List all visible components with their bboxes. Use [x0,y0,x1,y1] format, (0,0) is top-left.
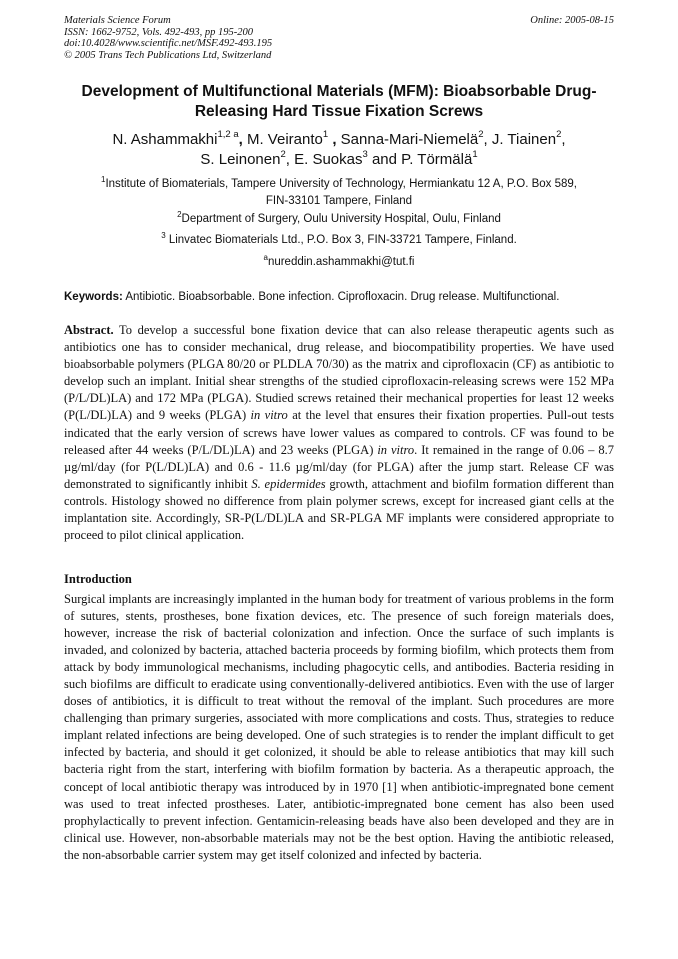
author-affiliation-mark: 1 [472,149,478,160]
author-affiliation-mark: 2 [478,129,484,140]
affiliation-2 [56,211,622,228]
title-line-1: Development of Multifunctional Materials (MFM): Bioabsorbable Drug- [81,83,597,100]
online-date: Online: 2005-08-15 [530,15,614,26]
email-address: nureddin.ashammakhi@tut.fi [267,256,415,268]
author-affiliation-mark: 1,2 a [217,129,239,140]
affiliation-text: Department of Surgery, Oulu University Hospital, Oulu, Finland [181,213,501,225]
abstract-text: . It remained in the range of 0.06 – 8.7 µg/ml/day (for P(L/DL)LA) and 0.6 - 11.6 µg/ml/day (for PLGA) after the jump start. Release CF was demonstrated to significantly inhibit [64,442,614,491]
keywords [64,290,616,305]
abstract-text: at the level that ensures their fixation properties. Pull-out tests indicated that the early version of screws have lower values as compared to controls. CF was found to be released after 44 weeks (P/L/DL)LA) and 23 weeks (PLGA) [64,408,614,457]
author-conjunction: and [371,151,397,168]
abstract-italic: in vitro [377,442,415,457]
author-name: J. Tiainen [491,131,557,148]
author-name: P. Törmälä [401,151,473,168]
author-list [56,130,622,170]
introduction-text: Surgical implants are increasingly implanted in the human body for treatment of various problems in the form of sutures, stents, prostheses, bone fixation devices, etc. The presence of such foreign materials does, however, increase the risk of bacterial colonization and infection. Once the surface of such implants is invaded, and colonized by bacteria, attached bacteria proceeds by forming biofilm, which protects them from attack by body immunological mechanisms, including phagocytic cells, and antibodies. Bacteria residing in such biofilms are difficult to eradicate using conventionally-delivered antibiotics. Even with the use of larger doses of antibiotics, it is difficult to treat without the removal of the implant. Such procedures are more challenging than primary surgeries, associated with more complications and costs. Thus, strategies to reduce implant related infections are being developed. One of such strategies is to render the implant difficult to get infected by bacteria, and should it get colonized, it should be able to release antibiotics that may kill such bacteria right from the start, interfering with biofilm formation by bacteria. As a therapeutic approach, the concept of local antibiotic therapy was introduced by in 1970 [1] when antibiotic-impregnated bone cement was used to treat infected prostheses. Later, antibiotic-impregnated bone cement has also been used prophylactically to prevent infection. Gentamicin-releasing beads have also been developed and they are in clinical use. However, non-absorbable materials may not be the best option. Having the antibiotic released, the non-absorbable carrier system may get itself colonized and infected by bacteria. [64,592,614,862]
doi-line: doi:10.4028/www.scientific.net/MSF.492-493.195 [64,38,273,50]
paper-title [56,82,622,121]
affiliation-1 [56,176,622,210]
email-mark: a [263,253,268,263]
corresponding-email [56,254,622,271]
affiliation-mark: 1 [101,175,106,185]
abstract-text: growth, attachment and biofilm formation different than controls. Histology showed no difference from plain polymer screws, except for increased giant cells at the implantation site. Accordingly, SR-P(L/DL)LA and SR-PLGA MF implants were considered appropriate to proceed to pilot clinical application. [64,476,614,543]
author-line-2: S. Leinonen$^2$, E. Suokas$^3$ and P. Törmälä$^1$ [200,149,478,168]
copyright-line: © 2005 Trans Tech Publications Ltd, Switzerland [64,49,272,61]
author-name: N. Ashammakhi [112,131,218,148]
affiliation-text: Linvatec Biomaterials Ltd., P.O. Box 3, FIN-33721 Tampere, Finland. [165,234,517,246]
affiliation-mark: 2 [177,210,182,220]
author-name: E. Suokas [294,151,363,168]
author-affiliation-mark: 1 [322,129,329,140]
author-line-1: N. Ashammakhi$^{1,2 a}$, M. Veiranto$^1$ , Sanna-Mari-Niemelä$^2$, J. Tiainen$^2$, [112,129,566,148]
journal-name: Materials Science Forum [64,15,171,26]
author-affiliation-mark: 2 [556,129,562,140]
author-affiliation-mark: 2 [280,149,286,160]
author-name: M. Veiranto [246,131,323,148]
affiliation-mark: 3 [161,231,166,241]
keywords-label: Keywords: [64,291,123,303]
journal-header [64,15,272,61]
affiliation-3 [56,232,622,249]
abstract-italic: in vitro [250,408,288,423]
abstract-label: Abstract. [64,323,114,337]
affiliation-text: FIN-33101 Tampere, Finland [265,195,413,207]
title-line-2: Releasing Hard Tissue Fixation Screws [194,102,484,120]
introduction-heading: Introduction [64,572,132,586]
author-name: S. Leinonen [200,151,281,168]
issn-line: ISSN: 1662-9752, Vols. 492-493, pp 195-200 [64,26,253,38]
keywords-text: Antibiotic. Bioabsorbable. Bone infection. Ciprofloxacin. Drug release. Multifunctional. [122,291,560,303]
abstract-italic: S. epidermides [251,476,326,491]
affiliation-text: Institute of Biomaterials, Tampere University of Technology, Hermiankatu 12 A, P.O. Box 589, [105,178,577,190]
author-name: Sanna-Mari-Niemelä [340,131,479,148]
abstract-text: To develop a successful bone fixation device that can also release therapeutic agents such as antibiotics one has to consider mechanical, drug release, and biocompatibility properties. We have used bioabsorbable polymers (PLGA 80/20 or PLDLA 70/30) as the matrix and ciprofloxacin (CF) as antibiotic to develop such an implant. Initial shear strengths of the studied ciprofloxacin-releasing screws were 152 MPa (P/L/DL)LA) and 172 MPa (PLGA). Studied screws retained their mechanical properties for least 12 weeks (P(L/DL)LA) and 9 weeks (PLGA) [64,323,614,423]
author-affiliation-mark: 3 [362,149,368,160]
abstract [64,322,614,544]
